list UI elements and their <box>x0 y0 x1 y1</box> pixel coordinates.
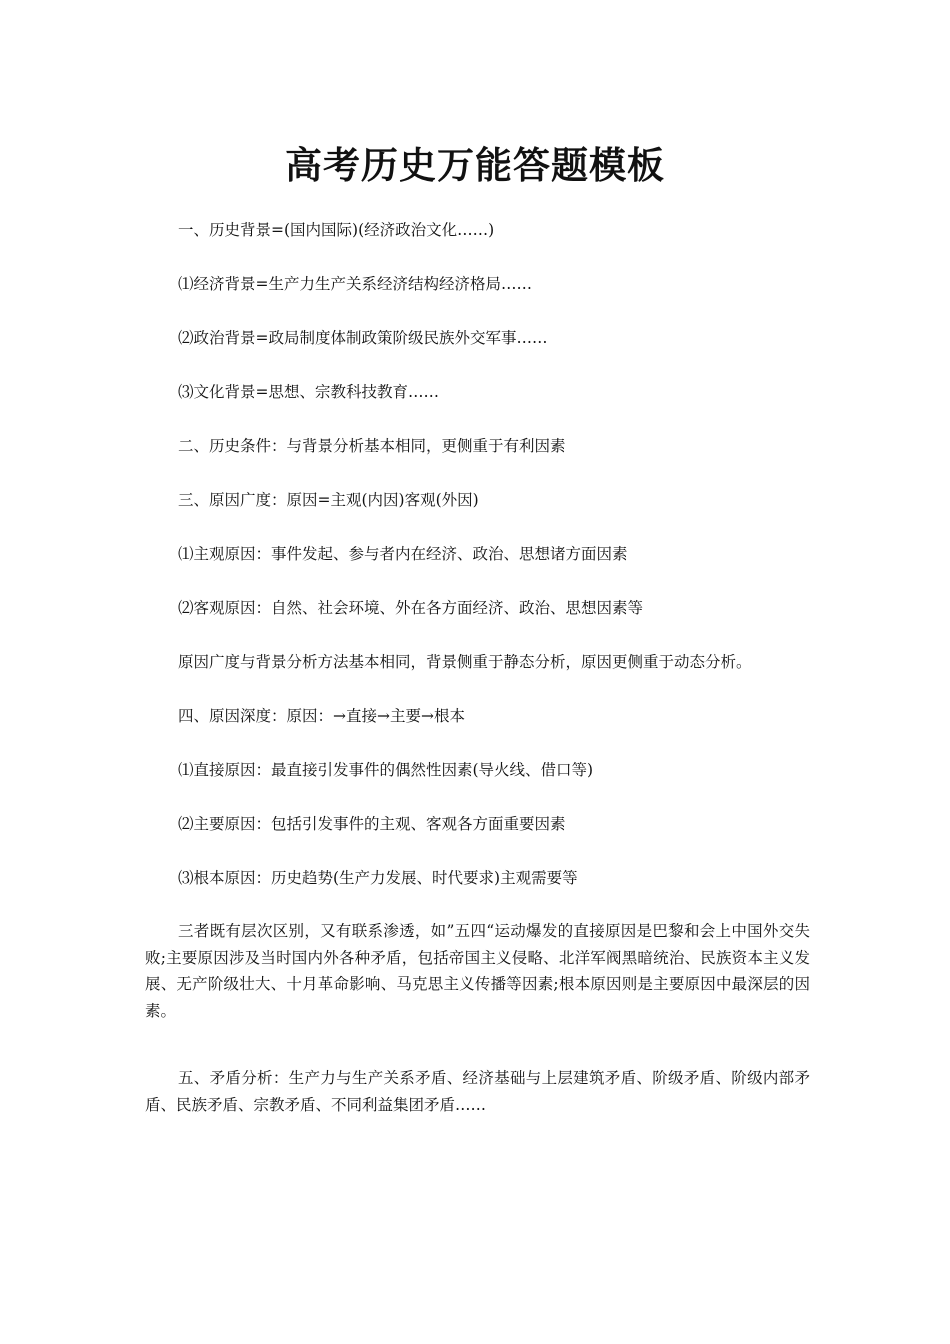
list-item-economic-background: ⑴经济背景=生产力生产关系经济结构经济格局…… <box>178 275 532 293</box>
note-cause-breadth: 原因广度与背景分析方法基本相同，背景侧重于静态分析，原因更侧重于动态分析。 <box>178 653 752 671</box>
list-item-main-cause: ⑵主要原因：包括引发事件的主观、客观各方面重要因素 <box>178 815 566 833</box>
list-item-root-cause: ⑶根本原因：历史趋势(生产力发展、时代要求)主观需要等 <box>178 869 578 887</box>
list-item-direct-cause: ⑴直接原因：最直接引发事件的偶然性因素(导火线、借口等) <box>178 761 594 779</box>
paragraph-example: 三者既有层次区别，又有联系渗透，如”五四“运动爆发的直接原因是巴黎和会上中国外交失败;主要原因涉及当时国内外各种矛盾，包括帝国主义侵略、北洋军阀黑暗统治、民族资本主义发展、无产阶级壮大、十月革命影响、马克思主义传播等因素;根本原因则是主要原因中最深层的因素。 <box>145 922 810 1020</box>
section-heading-background: 一、历史背景=(国内国际)(经济政治文化……) <box>178 221 495 239</box>
list-item-subjective-cause: ⑴主观原因：事件发起、参与者内在经济、政治、思想诸方面因素 <box>178 545 628 563</box>
list-item-political-background: ⑵政治背景=政局制度体制政策阶级民族外交军事…… <box>178 329 548 347</box>
section-heading-contradictions: 五、矛盾分析：生产力与生产关系矛盾、经济基础与上层建筑矛盾、阶级矛盾、阶级内部矛盾、民族矛盾、宗教矛盾、不同利益集团矛盾…… <box>145 1069 810 1114</box>
document-title: 高考历史万能答题模板 <box>285 143 665 187</box>
section-heading-conditions: 二、历史条件：与背景分析基本相同，更侧重于有利因素 <box>178 437 566 455</box>
list-item-objective-cause: ⑵客观原因：自然、社会环境、外在各方面经济、政治、思想因素等 <box>178 599 644 617</box>
section-heading-cause-depth: 四、原因深度：原因：→直接→主要→根本 <box>178 707 465 725</box>
list-item-cultural-background: ⑶文化背景=思想、宗教科技教育…… <box>178 383 439 401</box>
section-heading-cause-breadth: 三、原因广度：原因=主观(内因)客观(外因) <box>178 491 479 509</box>
